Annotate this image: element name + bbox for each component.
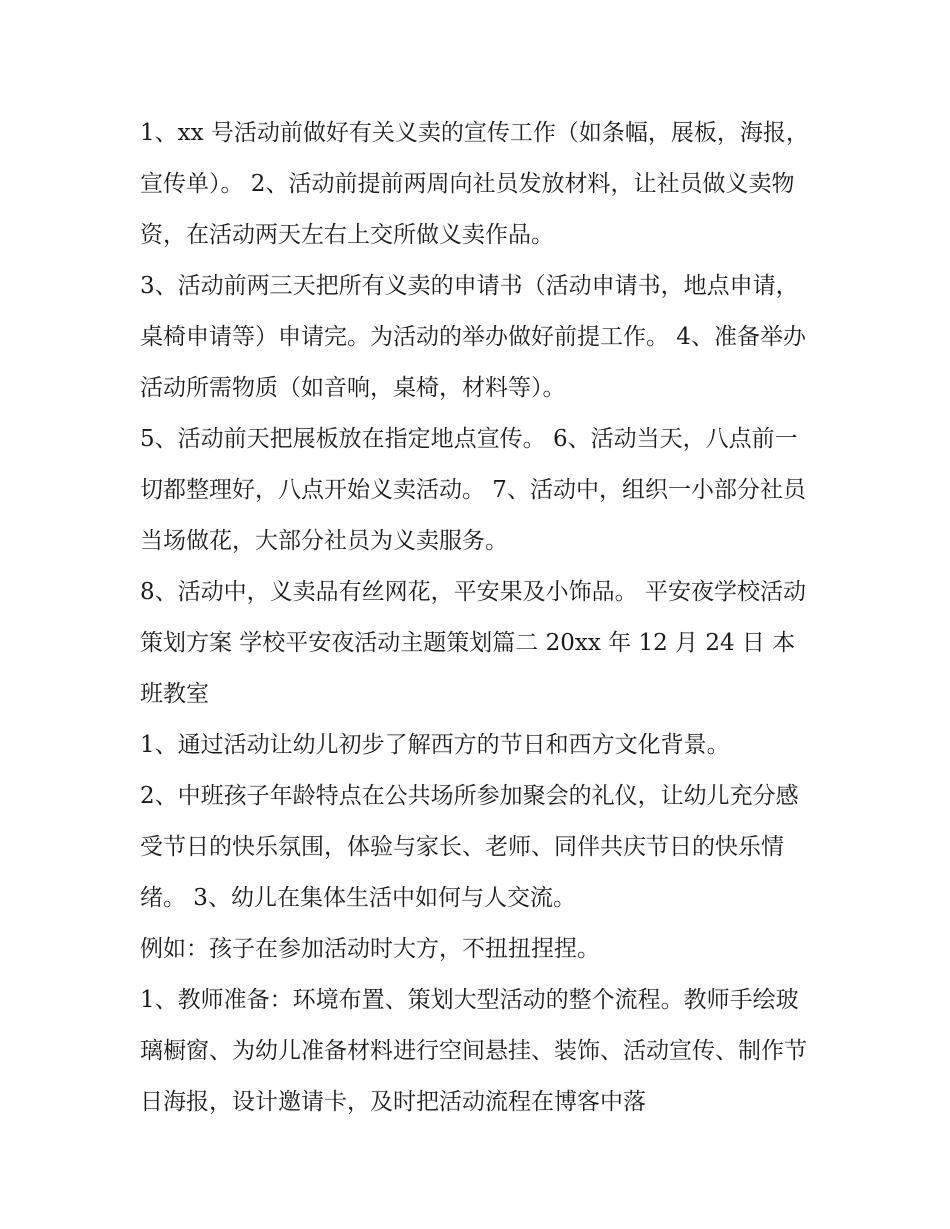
paragraph-8: 1、教师准备：环境布置、策划大型活动的整个流程。教师手绘玻璃橱窗、为幼儿准备材料进行空间悬挂、装饰、活动宣传、制作节日海报，设计邀请卡，及时把活动流程在博客中落 (140, 987, 807, 1115)
paragraph-7: 例如：孩子在参加活动时大方，不扭扭捏捏。 (140, 936, 600, 962)
paragraph-6: 2、中班孩子年龄特点在公共场所参加聚会的礼仪，让幼儿充分感受节日的快乐氛围，体验与家长、老师、同伴共庆节日的快乐情绪。 3、幼儿在集体生活中如何与人交流。 (140, 783, 799, 911)
paragraph-5: 1、通过活动让幼儿初步了解西方的节日和西方文化背景。 (140, 732, 730, 758)
paragraph-3: 5、活动前天把展板放在指定地点宣传。 6、活动当天，八点前一切都整理好，八点开始义卖活动。 7、活动中，组织一小部分社员当场做花，大部分社员为义卖服务。 (140, 426, 806, 554)
paragraph-1: 1、xx 号活动前做好有关义卖的宣传工作（如条幅，展板，海报，宣传单）。 2、活动前提前两周向社员发放材料，让社员做义卖物资，在活动两天左右上交所做义卖作品。 (140, 120, 809, 248)
document-body (140, 108, 815, 1128)
paragraph-2: 3、活动前两三天把所有义卖的申请书（活动申请书，地点申请，桌椅申请等）申请完。为活动的举办做好前提工作。 4、准备举办活动所需物质（如音响，桌椅，材料等）。 (140, 273, 806, 401)
paragraph-4: 8、活动中，义卖品有丝网花，平安果及小饰品。 平安夜学校活动策划方案 学校平安夜活动主题策划篇二 20xx 年 12 月 24 日 本班教室 (140, 579, 806, 707)
